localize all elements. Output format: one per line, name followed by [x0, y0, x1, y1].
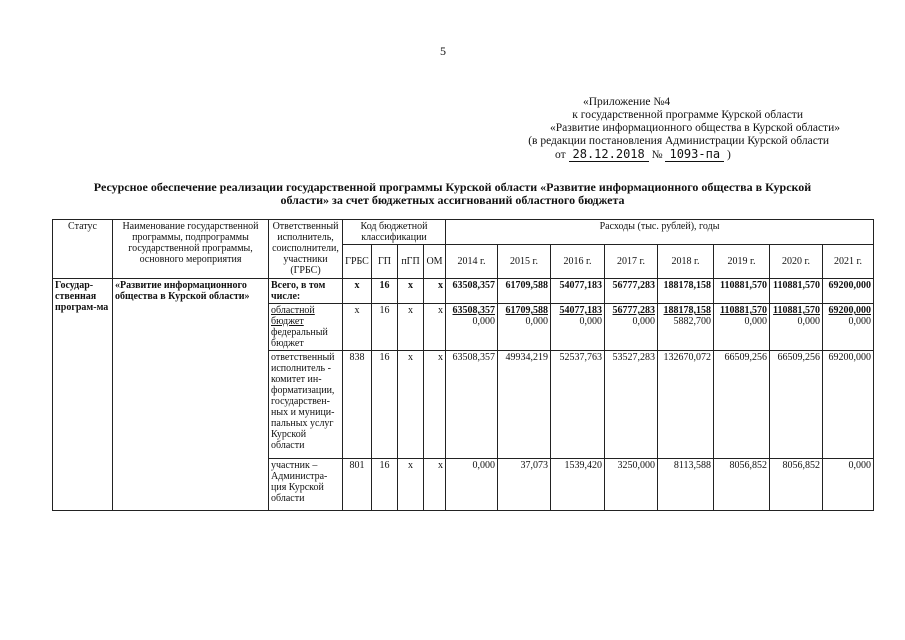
table-row: [53, 279, 874, 304]
header-year-2019: 2019 г.: [714, 245, 770, 279]
header-code: Код бюджетной классификации: [343, 220, 446, 245]
federal-value: 0,000: [744, 316, 767, 327]
gp-cell: 16: [372, 279, 398, 304]
number-label: №: [651, 149, 663, 161]
value-2018: [658, 304, 714, 351]
regional-value: 110881,570: [720, 305, 767, 316]
header-year-2018: 2018 г.: [658, 245, 714, 279]
value-2017: [605, 304, 658, 351]
header-executor: Ответственный исполнитель, соисполнители, участники (ГРБС): [269, 220, 343, 279]
value-2021: 69200,000: [823, 351, 874, 459]
pgp-cell: х: [398, 304, 424, 351]
value-2020: 8056,852: [770, 459, 823, 511]
appendix-line-1: «Приложение №4: [583, 96, 671, 108]
regional-value: 110881,570: [773, 305, 820, 316]
federal-value: 0,000: [797, 316, 820, 327]
title-line-2: области» за счет бюджетных ассигнований областного бюджета: [280, 193, 625, 207]
resource-table: [52, 219, 874, 511]
value-2018: 188178,158: [658, 279, 714, 304]
value-2014: 0,000: [446, 459, 498, 511]
om-cell: х: [424, 351, 446, 459]
value-2017: 3250,000: [605, 459, 658, 511]
om-cell: х: [424, 304, 446, 351]
appendix-line-4: (в редакции постановления Администрации Курской области: [528, 135, 829, 147]
header-year-2015: 2015 г.: [498, 245, 551, 279]
appendix-line-2: к государственной программе Курской области: [572, 109, 803, 121]
federal-value: 0,000: [472, 316, 495, 327]
federal-value: 0,000: [632, 316, 655, 327]
header-year-2017: 2017 г.: [605, 245, 658, 279]
value-2016: 1539,420: [551, 459, 605, 511]
value-2014: [446, 304, 498, 351]
grbs-cell: х: [343, 279, 372, 304]
value-2020: 110881,570: [770, 279, 823, 304]
regional-value: 56777,283: [612, 305, 655, 316]
regional-value: 188178,158: [663, 305, 711, 316]
federal-value: 0,000: [525, 316, 548, 327]
value-2014: 63508,357: [446, 279, 498, 304]
value-2016: [551, 304, 605, 351]
regional-value: 63508,357: [452, 305, 495, 316]
grbs-cell: 801: [343, 459, 372, 511]
om-cell: х: [424, 459, 446, 511]
header-expenses: Расходы (тыс. рублей), годы: [446, 220, 874, 245]
page-number: 5: [440, 44, 446, 58]
value-2019: 8056,852: [714, 459, 770, 511]
header-om: ОМ: [424, 245, 446, 279]
value-2015: 49934,219: [498, 351, 551, 459]
value-2016: 54077,183: [551, 279, 605, 304]
gp-cell: 16: [372, 351, 398, 459]
regional-value: 54077,183: [559, 305, 602, 316]
value-2015: 37,073: [498, 459, 551, 511]
appendix-date-line: [400, 148, 840, 162]
document-date: 28.12.2018: [569, 147, 649, 162]
federal-value: 0,000: [579, 316, 602, 327]
header-year-2021: 2021 г.: [823, 245, 874, 279]
executor-cell: участник – Администра-ция Курской области: [269, 459, 343, 511]
regional-budget-label: областной бюджет: [271, 305, 315, 327]
value-2021: [823, 304, 874, 351]
program-name: «Развитие информационного общества в Курской области»: [113, 279, 269, 511]
header-gp: ГП: [372, 245, 398, 279]
appendix-header: [400, 96, 840, 162]
pgp-cell: х: [398, 351, 424, 459]
value-2021: 0,000: [823, 459, 874, 511]
header-year-2014: 2014 г.: [446, 245, 498, 279]
value-2017: 53527,283: [605, 351, 658, 459]
federal-budget-label: федеральный бюджет: [271, 327, 328, 349]
value-2017: 56777,283: [605, 279, 658, 304]
value-2019: 66509,256: [714, 351, 770, 459]
document-title: [30, 181, 875, 207]
value-2021: 69200,000: [823, 279, 874, 304]
pgp-cell: х: [398, 279, 424, 304]
document-number: 1093-па: [665, 147, 724, 162]
from-label: от: [555, 149, 566, 161]
value-2020: [770, 304, 823, 351]
value-2015: 61709,588: [498, 279, 551, 304]
value-2019: [714, 304, 770, 351]
om-cell: х: [424, 279, 446, 304]
header-status: Статус: [53, 220, 113, 279]
value-2016: 52537,763: [551, 351, 605, 459]
executor-cell: ответственный исполнитель - комитет ин-форматизации, государствен-ных и муници-пальных услуг Курской области: [269, 351, 343, 459]
value-2015: [498, 304, 551, 351]
regional-value: 69200,000: [828, 305, 871, 316]
value-2020: 66509,256: [770, 351, 823, 459]
executor-cell: [269, 304, 343, 351]
value-2018: 132670,072: [658, 351, 714, 459]
pgp-cell: х: [398, 459, 424, 511]
value-2018: 8113,588: [658, 459, 714, 511]
close-paren: ): [726, 149, 731, 161]
value-2019: 110881,570: [714, 279, 770, 304]
title-line-1: Ресурсное обеспечение реализации государственной программы Курской области «Развитие информационного общества в Курской: [93, 180, 812, 194]
header-pgp: пГП: [398, 245, 424, 279]
header-name: Наименование государственной программы, подпрограммы государственной программы, основного мероприятия: [113, 220, 269, 279]
federal-value: 5882,700: [673, 316, 711, 327]
gp-cell: 16: [372, 459, 398, 511]
grbs-cell: х: [343, 304, 372, 351]
federal-value: 0,000: [848, 316, 871, 327]
gp-cell: 16: [372, 304, 398, 351]
executor-cell: Всего, в том числе:: [269, 279, 343, 304]
header-grbs: ГРБС: [343, 245, 372, 279]
value-2014: 63508,357: [446, 351, 498, 459]
grbs-cell: 838: [343, 351, 372, 459]
header-year-2020: 2020 г.: [770, 245, 823, 279]
program-status: Государ-ственная програм-ма: [53, 279, 113, 511]
appendix-line-3: «Развитие информационного общества в Курской области»: [549, 122, 840, 134]
header-year-2016: 2016 г.: [551, 245, 605, 279]
regional-value: 61709,588: [505, 305, 548, 316]
